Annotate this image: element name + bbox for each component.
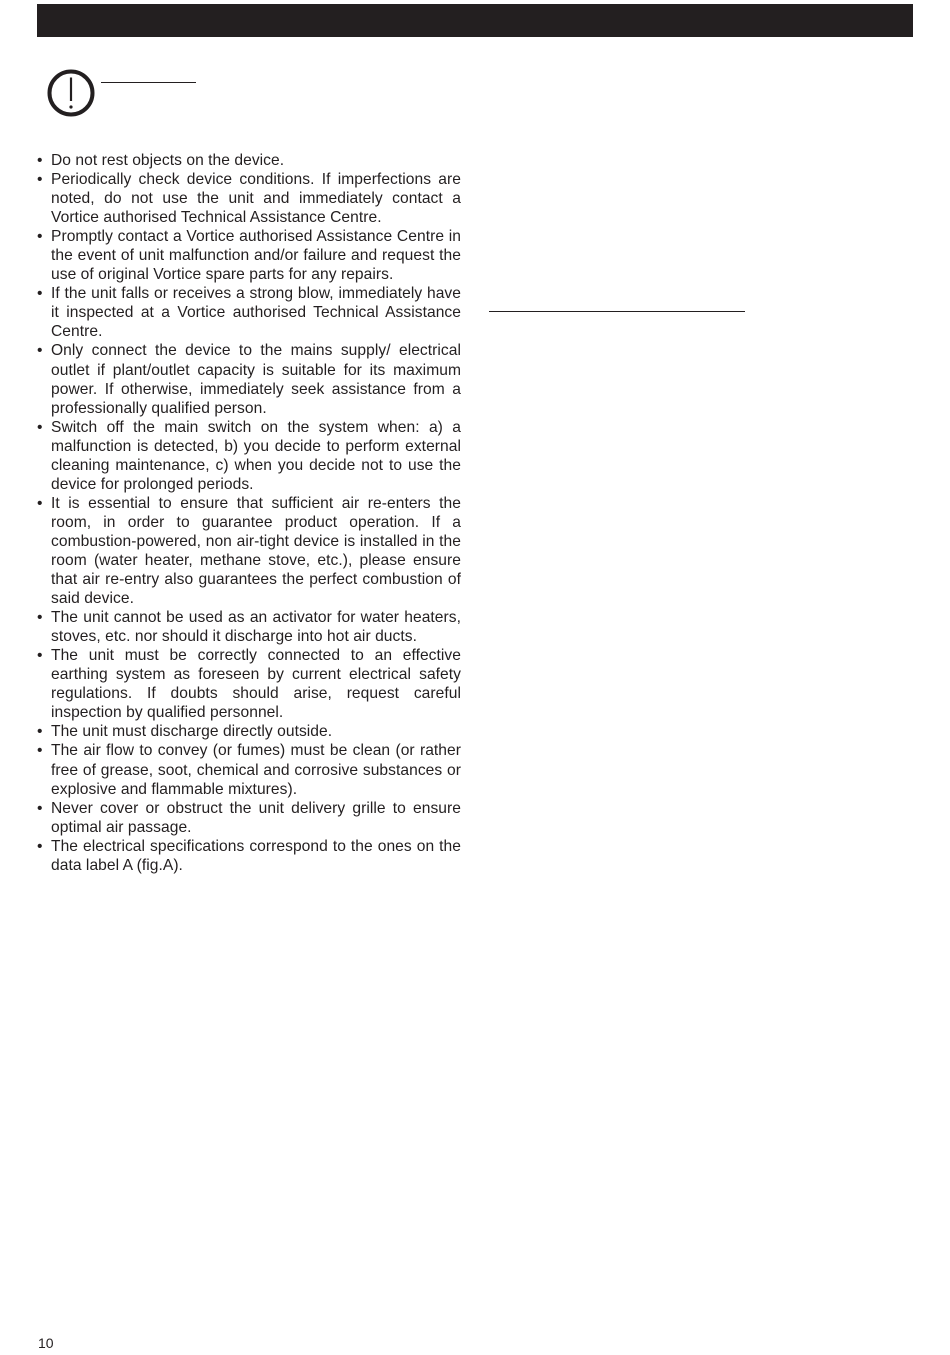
safety-item-text: Never cover or obstruct the unit delivery grille to ensure optimal air passage.: [51, 799, 461, 836]
bullet: •: [37, 285, 43, 303]
safety-item-text: Periodically check device conditions. If imperfections are noted, do not use the unit and immediately contact a Vortice authorised Technical Assistance Centre.: [51, 171, 461, 227]
safety-item-text: The electrical specifications correspond to the ones on the data label A (fig.A).: [51, 837, 461, 874]
bullet: •: [37, 171, 43, 189]
safety-item: [37, 494, 461, 608]
bullet: •: [37, 837, 43, 855]
safety-item: [37, 170, 461, 227]
bullet: •: [37, 418, 43, 436]
safety-item-text: Switch off the main switch on the system when: a) a malfunction is detected, b) you decide to perform external cleaning maintenance, c) when you decide not to use the device for prolonged periods.: [51, 418, 461, 493]
safety-item-text: It is essential to ensure that sufficient air re-enters the room, in order to guarantee product operation. If a combustion-powered, non air-tight device is installed in the room (water heater, methane stove, etc.), please ensure that air re-entry also guarantees the perfect combustion of said device.: [51, 494, 461, 608]
safety-item: [37, 151, 461, 170]
safety-item: [37, 608, 461, 646]
bullet: •: [37, 342, 43, 360]
warning-heading-rule: [101, 82, 196, 83]
right-column-rule: [489, 311, 745, 312]
safety-item-text: The unit must discharge directly outside.: [51, 723, 333, 741]
safety-item: [37, 741, 461, 798]
safety-item: [37, 837, 461, 875]
page-number: 10: [38, 1335, 54, 1351]
safety-item-text: The unit cannot be used as an activator for water heaters, stoves, etc. nor should it discharge into hot air ducts.: [51, 609, 461, 646]
safety-item-text: The unit must be correctly connected to an effective earthing system as foreseen by current electrical safety regulations. If doubts should arise, request careful inspection by qualified personnel.: [51, 647, 461, 722]
safety-item: [37, 418, 461, 494]
safety-item: [37, 722, 461, 741]
safety-instructions-list: [37, 151, 461, 875]
bullet: •: [37, 742, 43, 760]
header-bar: [37, 4, 913, 37]
safety-item: [37, 227, 461, 284]
safety-item-text: The air flow to convey (or fumes) must be clean (or rather free of grease, soot, chemical and corrosive substances or explosive and flammable mixtures).: [51, 742, 461, 798]
safety-item: [37, 799, 461, 837]
safety-item: [37, 284, 461, 341]
exclamation-circle-icon: [46, 68, 96, 118]
safety-item: [37, 646, 461, 722]
bullet: •: [37, 609, 43, 627]
safety-item: [37, 341, 461, 417]
bullet: •: [37, 494, 43, 512]
bullet: •: [37, 228, 43, 246]
safety-item-text: If the unit falls or receives a strong blow, immediately have it inspected at a Vortice authorised Technical Assistance Centre.: [51, 285, 461, 341]
safety-item-text: Only connect the device to the mains supply/ electrical outlet if plant/outlet capacity is suitable for its maximum power. If otherwise, immediately seek assistance from a professionally qualified person.: [51, 342, 461, 417]
bullet: •: [37, 647, 43, 665]
bullet: •: [37, 723, 43, 741]
bullet: •: [37, 152, 43, 169]
safety-item-text: Promptly contact a Vortice authorised Assistance Centre in the event of unit malfunction and/or failure and request the use of original Vortice spare parts for any repairs.: [51, 228, 461, 284]
bullet: •: [37, 799, 43, 817]
safety-item-text: Do not rest objects on the device.: [51, 152, 285, 169]
